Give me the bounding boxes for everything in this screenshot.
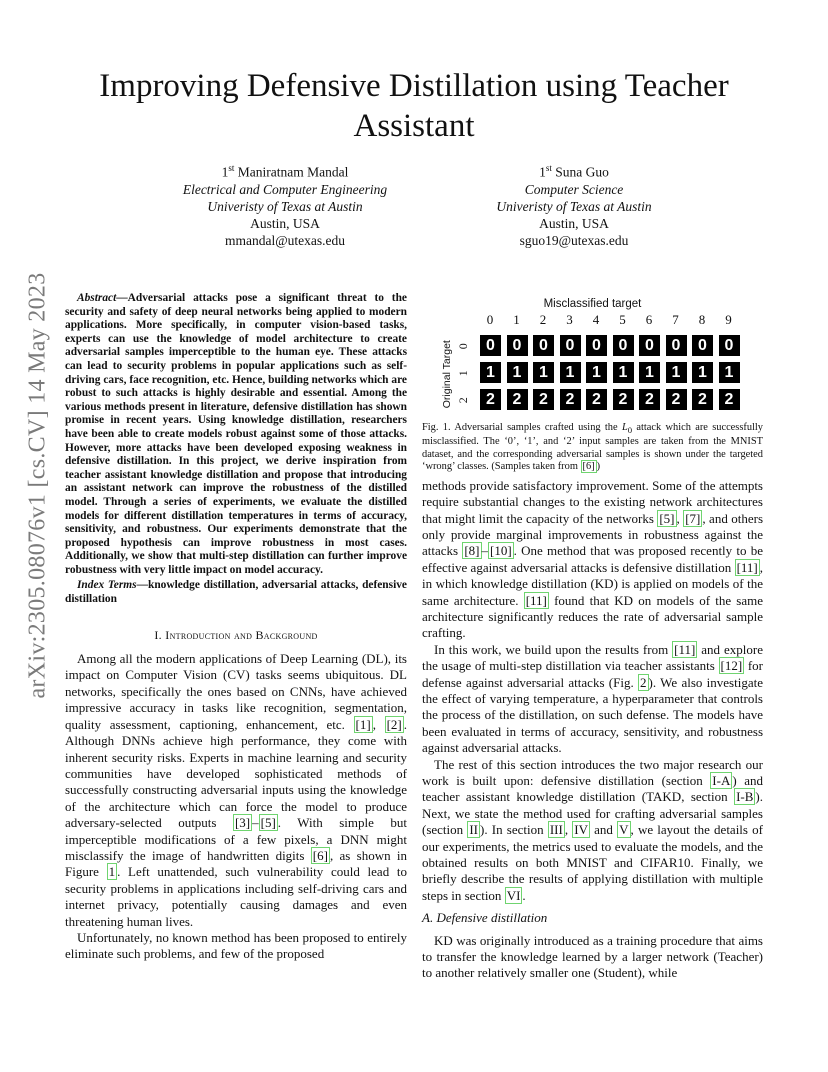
adversarial-sample-image <box>666 389 687 410</box>
figure-1 <box>422 292 763 414</box>
figure-column-label: 4 <box>592 312 600 327</box>
digit-glyph: 0 <box>565 337 575 354</box>
author-univ: Univeristy of Texas at Austin <box>207 198 363 214</box>
adversarial-sample-image <box>692 389 713 410</box>
figure-column-label: 0 <box>486 312 494 327</box>
adversarial-sample-image <box>719 335 740 356</box>
adversarial-sample-image <box>613 362 634 383</box>
digit-glyph: 0 <box>671 337 681 354</box>
right-paragraph-3: The rest of this section introduces the two major research our work is built upon: defensive distillation (section I-A ) and teacher assistant knowledge distillation (TAKD, section I-B ). Next, we state the method used for crafting adversarial samples (section II ). In section III , IV and V , we layout the details of our experiments, the metrics used to evaluate the models, and the obtained results on both MNIST and CIFAR10. Finally, we briefly describe the results of applying distillation with multiple steps in section VI . <box>422 756 763 903</box>
citation-link[interactable]: [11] <box>525 592 547 608</box>
adversarial-sample-image <box>560 335 581 356</box>
author-email: sguo19@utexas.edu <box>519 232 629 248</box>
digit-glyph: 1 <box>565 364 575 381</box>
adversarial-sample-image <box>507 335 528 356</box>
figure-column-label: 3 <box>566 312 573 327</box>
citation-link[interactable]: [12] <box>720 658 743 674</box>
section-heading: I. Introduction and Background <box>154 627 318 642</box>
figure-row-label: 0 <box>455 343 470 349</box>
citation-link[interactable]: [3] <box>234 815 251 831</box>
author-dept: Computer Science <box>524 181 624 197</box>
digit-glyph: 2 <box>486 391 495 408</box>
digit-glyph: 1 <box>539 364 548 381</box>
right-paragraph-2: In this work, we build upon the results from [11] and explore the usage of multi-step distillation via teacher assistants [12] for defense against adversarial attacks (Fig. 2 ). We also investigate the effect of varying temperature, a hyperparameter that controls the process of the distillation, on such defense. The models have been evaluated in terms of accuracy, sensitivity, and robustness against adversarial attacks. <box>422 641 763 756</box>
section-link[interactable]: I-B <box>736 789 754 805</box>
digit-glyph: 1 <box>592 364 601 381</box>
adversarial-sample-image <box>586 335 607 356</box>
digit-glyph: 1 <box>671 364 681 381</box>
citation-link[interactable]: [6] <box>582 461 595 473</box>
figure-column-label: 5 <box>619 312 626 327</box>
adversarial-sample-image <box>692 335 713 356</box>
figure-row-label: 1 <box>455 370 470 376</box>
digit-glyph: 2 <box>565 391 575 408</box>
adversarial-sample-image <box>613 389 634 410</box>
adversarial-sample-image <box>639 335 660 356</box>
section-link[interactable]: I-A <box>712 773 731 789</box>
citation-link[interactable]: [6] <box>312 847 328 863</box>
citation-link[interactable]: [1] <box>355 716 371 732</box>
citation-link[interactable]: [5] <box>260 815 276 831</box>
digit-glyph: 2 <box>724 391 734 408</box>
digit-glyph: 0 <box>539 337 548 354</box>
digit-glyph: 1 <box>645 364 654 381</box>
citation-link[interactable]: [2] <box>386 716 402 732</box>
citation-link[interactable]: [10] <box>490 543 512 559</box>
adversarial-sample-image <box>666 362 687 383</box>
section-link[interactable]: VI <box>506 887 521 903</box>
adversarial-sample-image <box>586 389 607 410</box>
digit-glyph: 1 <box>724 364 734 381</box>
left-column <box>65 292 407 963</box>
digit-glyph: 2 <box>698 391 707 408</box>
adversarial-sample-image <box>560 362 581 383</box>
figure-y-label: Original Target <box>440 339 453 409</box>
figure-top-label: Misclassified target <box>543 298 642 310</box>
adversarial-sample-image <box>480 335 501 356</box>
figure-row-label: 2 <box>455 397 470 403</box>
digit-glyph: 2 <box>592 391 601 408</box>
figure-column-label: 6 <box>645 312 653 327</box>
subsection-heading: A. Defensive distillation <box>422 910 548 926</box>
citation-link[interactable]: [11] <box>674 641 696 657</box>
digit-glyph: 2 <box>539 391 548 408</box>
section-link[interactable]: II <box>469 822 479 838</box>
adversarial-sample-image <box>639 362 660 383</box>
digit-glyph: 2 <box>671 391 681 408</box>
author-univ: Univeristy of Texas at Austin <box>496 198 652 214</box>
citation-link[interactable]: [8] <box>464 543 480 559</box>
author-location: Austin, USA <box>539 215 609 231</box>
digit-glyph: 0 <box>592 337 601 354</box>
right-paragraph-4: KD was originally introduced as a training procedure that aims to transfer the knowledge learned by a larger network (Teacher) to another relatively smaller one (Student), while <box>422 932 763 981</box>
paper-title: Improving Defensive Distillation using Teacher Assistant <box>99 68 729 144</box>
adversarial-sample-image <box>480 362 501 383</box>
adversarial-sample-image <box>586 362 607 383</box>
digit-glyph: 0 <box>486 337 495 354</box>
author-location: Austin, USA <box>250 215 320 231</box>
figure-column-label: 2 <box>539 312 547 327</box>
figure-column-label: 8 <box>698 312 706 327</box>
right-column <box>422 292 763 982</box>
section-link[interactable]: V <box>619 822 629 838</box>
citation-link[interactable]: [7] <box>685 510 701 526</box>
section-link[interactable]: III <box>549 822 563 838</box>
adversarial-sample-image <box>507 389 528 410</box>
digit-glyph: 1 <box>512 364 522 381</box>
adversarial-sample-image <box>560 389 581 410</box>
adversarial-sample-image <box>719 389 740 410</box>
adversarial-sample-image <box>533 362 554 383</box>
digit-glyph: 0 <box>618 337 628 354</box>
digit-glyph: 2 <box>512 391 522 408</box>
right-paragraph-1: methods provide satisfactory improvement. Some of the attempts require substantial changes to the existing network architectures that might limit the capacity of the networks [5] , [7] , and others only provide marginal improvements in robustness against the attacks [8] – [10] . One method that was proposed recently to be effective against adversarial attacks is defensive distillation [11] , in which knowledge distillation (KD) is applied on models of the same architecture. [11] found that KD on models of the same architecture significantly reduces the rate of adversarial sample crafting. <box>422 477 764 641</box>
digit-glyph: 2 <box>645 391 654 408</box>
intro-paragraph-2: Unfortunately, no known method has been proposed to entirely eliminate such problems, and few of the proposed <box>65 929 407 962</box>
arxiv-identifier: arXiv:2305.08076v1 [cs.CV] 14 May 2023 <box>24 271 51 699</box>
intro-paragraph-1: Among all the modern applications of Deep Learning (DL), its impact on Computer Vision (CV) tasks seems ubiquitous. DL networks, specifically the ones based on CNNs, have achieved impressive accuracy in tasks like recognition, segmentation, quality assessment, captioning, enhancement, etc. [1] , [2] . Although DNNs achieve high performance, they come with inherent security risks. Experts in machine learning and security communities have developed sophisticated methods of successfully constructing adversarial inputs using the knowledge of the architecture which can force the model to produce adversary-selected outputs [3] – [5] . With simple but imperceptible modifications of a few pixels, a DNN might misclassify the image of handwritten digits [6] , as shown in Figure 1 . Left unattended, such vulnerability could lead to security problems in applications including self-driving cars and internet privacy, potentially causing damages and even threatening human lives. <box>65 651 408 929</box>
adversarial-sample-image <box>666 335 687 356</box>
digit-glyph: 0 <box>698 337 707 354</box>
author-name: 1st Suna Guo <box>539 163 609 180</box>
abstract: Abstract—Adversarial attacks pose a significant threat to the security and safety of deep neural networks being applied to modern applications. More specifically, in computer vision-based tasks, experts can use the knowledge of model architecture to create adversarial samples imperceptible to the human eye. These attacks can lead to security problems in popular applications such as self-driving cars, face recognition, etc. Hence, building networks which are robust to such attacks is highly desirable and essential. Among the various methods present in literature, defensive distillation has shown promise in recent years. Using knowledge distillation, researchers have been able to create models robust against some of those attacks. However, more attacks have been developed exposing weakness in defensive distillation. In this project, we derive inspiration from teacher assistant knowledge distillation and propose that introducing an assistant network can improve the robustness of the distilled model. Through a series of experiments, we evaluate the distilled models for different distillation temperatures in terms of accuracy, sensitivity, and robustness. Our experiments demonstrate that the proposed hypothesis can improve robustness in most cases. Additionally, we show that multi-step distillation can further improve robustness with very little impact on model accuracy. <box>65 292 407 576</box>
adversarial-sample-image <box>533 389 554 410</box>
citation-link[interactable]: [11] <box>736 559 758 575</box>
author-dept: Electrical and Computer Engineering <box>182 181 388 197</box>
digit-glyph: 1 <box>618 364 628 381</box>
digit-glyph: 0 <box>724 337 734 354</box>
digit-glyph: 1 <box>486 364 495 381</box>
digit-glyph: 0 <box>645 337 654 354</box>
adversarial-sample-image <box>692 362 713 383</box>
section-link[interactable]: IV <box>574 822 588 838</box>
author-block-1 <box>145 160 425 249</box>
author-name: 1st Maniratnam Mandal <box>221 163 349 180</box>
author-email: mmandal@utexas.edu <box>224 232 346 248</box>
digit-glyph: 1 <box>698 364 707 381</box>
adversarial-sample-image <box>480 389 501 410</box>
digit-glyph: 0 <box>512 337 522 354</box>
digit-glyph: 2 <box>618 391 628 408</box>
figure-caption: Fig. 1. Adversarial samples crafted using the $L_0$ attack which are successfully misclassified. The ‘0’, ‘1’, and ‘2’ input samples are taken from the MNIST dataset, and the corresponding adversarial samples is shown under the targeted ‘wrong’ classes. (Samples taken from [6] ) <box>422 422 764 473</box>
figure-column-label: 9 <box>725 312 732 327</box>
adversarial-sample-image <box>719 362 740 383</box>
figure-column-label: 7 <box>672 312 679 327</box>
index-terms: Index Terms—knowledge distillation, adversarial attacks, defensive distillation <box>65 579 407 606</box>
figure-column-labels <box>480 312 746 328</box>
citation-link[interactable]: [5] <box>659 510 675 526</box>
adversarial-sample-image <box>507 362 528 383</box>
adversarial-sample-image <box>613 335 634 356</box>
figure-link[interactable]: 2 <box>640 674 647 690</box>
figure-link[interactable]: 1 <box>108 864 116 880</box>
adversarial-sample-image <box>533 335 554 356</box>
adversarial-sample-image <box>639 389 660 410</box>
figure-column-label: 1 <box>513 312 520 327</box>
author-block-2 <box>434 160 714 249</box>
